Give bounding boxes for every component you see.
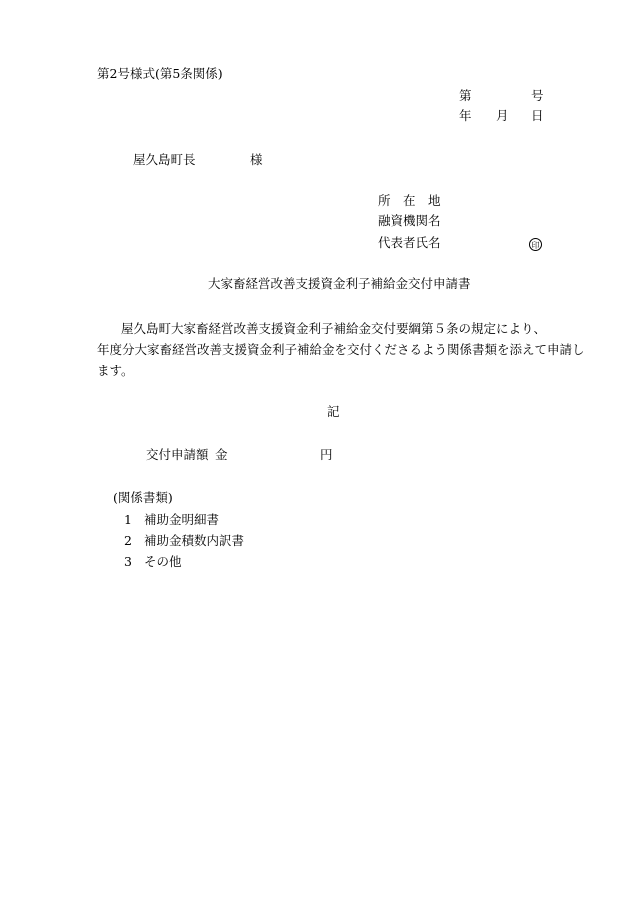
seal-mark [529,236,542,252]
body-line-1: 屋久島町大家畜経営改善支援資金利子補給金交付要綱第５条の規定により、 [121,321,547,336]
form-label: 第2号様式(第5条関係) [97,66,223,81]
list-item-number: 1 [124,512,132,527]
date-year: 年 [459,108,472,123]
documents-heading: (関係書類) [113,490,173,505]
body-line-2: 年度分大家畜経営改善支援資金利子補給金を交付くださるよう関係書類を添えて申請し [97,342,585,357]
number-suffix: 号 [531,88,544,103]
representative-label: 代表者氏名 [378,235,441,250]
addressee-name: 屋久島町長 [133,152,196,167]
list-item-number: 2 [124,533,132,548]
institution-label: 融資機関名 [378,213,441,228]
date-day: 日 [531,108,544,123]
amount-kin: 金 [215,447,228,462]
ki-heading: 記 [327,404,340,419]
amount-label: 交付申請額 [146,447,209,462]
addressee-honorific: 様 [250,152,263,167]
list-item-number: 3 [124,554,132,569]
amount-yen: 円 [320,447,333,462]
body-line-3: ます。 [97,363,134,378]
document-title: 大家畜経営改善支援資金利子補給金交付申請書 [208,276,471,291]
date-month: 月 [496,108,509,123]
list-item-name: その他 [144,554,182,569]
number-prefix: 第 [459,88,472,103]
address-label: 所 在 地 [378,193,441,208]
seal-icon: 印 [529,238,542,251]
list-item-name: 補助金積数内訳書 [144,533,245,548]
list-item-name: 補助金明細書 [144,512,220,527]
